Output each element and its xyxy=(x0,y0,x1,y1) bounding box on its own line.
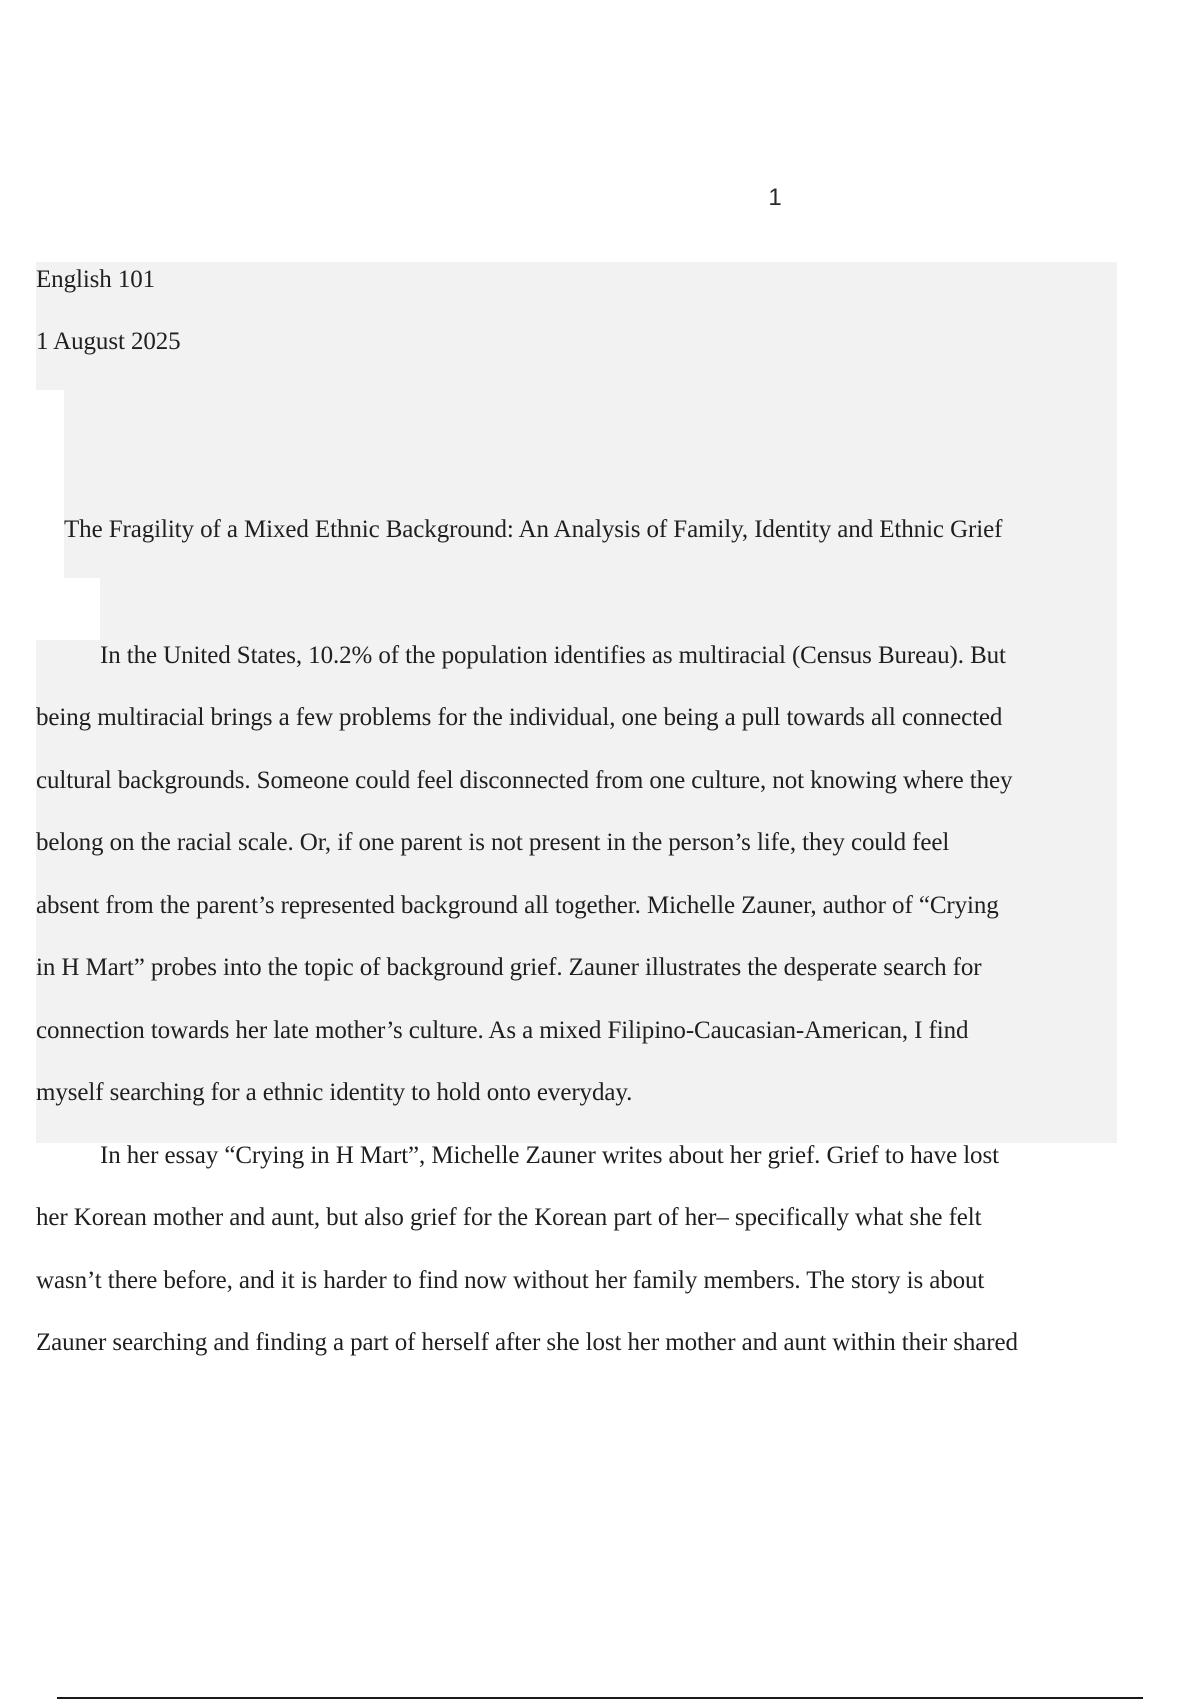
essay-title: The Fragility of a Mixed Ethnic Background: An Analysis of Family, Identity and Ethnic Grief xyxy=(64,516,1003,543)
paragraph-line: absent from the parent’s represented background all together. Michelle Zauner, author of “Crying xyxy=(36,892,999,919)
paragraph-line: being multiracial brings a few problems for the individual, one being a pull towards all connected xyxy=(36,704,1003,731)
document-date: 1 August 2025 xyxy=(36,328,181,355)
paragraph-line: connection towards her late mother’s culture. As a mixed Filipino-Caucasian-American, I find xyxy=(36,1017,969,1044)
title-highlight xyxy=(64,390,1117,578)
paragraph-line: In the United States, 10.2% of the population identifies as multiracial (Census Bureau). But xyxy=(100,642,1006,669)
paragraph-line: her Korean mother and aunt, but also grief for the Korean part of her– specifically what she felt xyxy=(36,1204,982,1231)
page-number: 1 xyxy=(768,184,782,211)
paragraph-line: belong on the racial scale. Or, if one parent is not present in the person’s life, they could feel xyxy=(36,829,950,856)
header-highlight xyxy=(36,262,1117,390)
paragraph-line: In her essay “Crying in H Mart”, Michelle Zauner writes about her grief. Grief to have lost xyxy=(100,1142,999,1169)
paragraph-line: cultural backgrounds. Someone could feel disconnected from one culture, not knowing where they xyxy=(36,767,1013,794)
paragraph-line: myself searching for a ethnic identity to hold onto everyday. xyxy=(36,1079,633,1106)
paragraph-line: in H Mart” probes into the topic of background grief. Zauner illustrates the desperate search for xyxy=(36,954,982,981)
course-name: English 101 xyxy=(36,266,156,293)
paragraph-highlight-lead xyxy=(100,578,1117,640)
page-bottom-rule xyxy=(57,1697,1143,1699)
paragraph-line: Zauner searching and finding a part of herself after she lost her mother and aunt within their shared xyxy=(36,1329,1018,1356)
paragraph-line: wasn’t there before, and it is harder to find now without her family members. The story is about xyxy=(36,1267,985,1294)
